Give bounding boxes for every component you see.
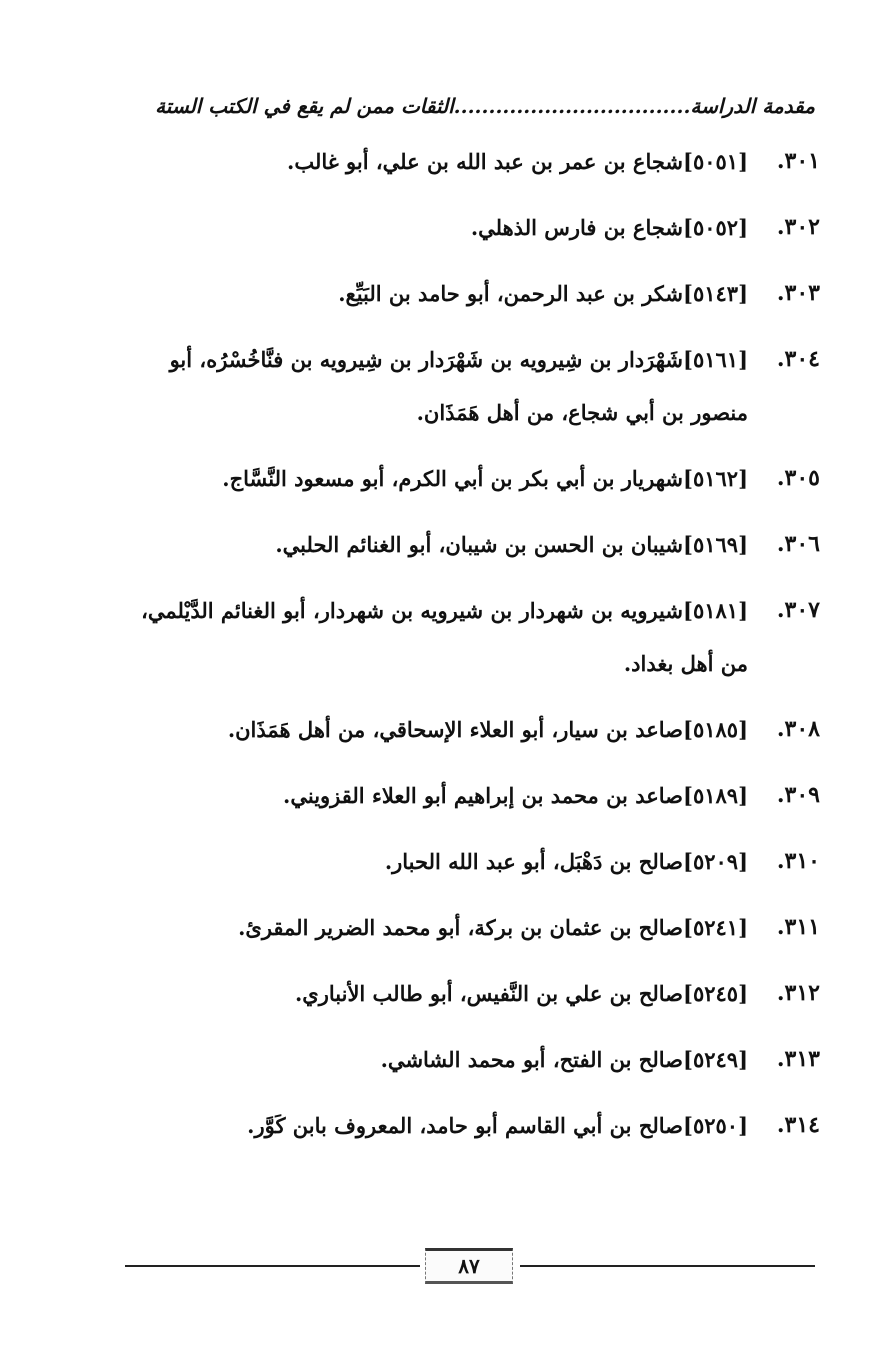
list-item — [130, 842, 820, 888]
page-number-box — [425, 1248, 513, 1284]
list-item — [130, 710, 820, 756]
list-item — [130, 1106, 820, 1152]
list-item — [130, 908, 820, 954]
entry-text: [٥١٤٣]شكر بن عبد الرحمن، أبو حامد بن البَيِّع. — [338, 281, 748, 306]
entry-number: ٣٠٤. — [776, 346, 820, 372]
entry-text: [٥٠٥١]شجاع بن عمر بن عبد الله بن علي، أبو غالب. — [287, 149, 748, 174]
entry-number: ٣٠٨. — [776, 716, 820, 742]
list-item — [130, 274, 820, 320]
header-book-title: الثقات ممن لم يقع في الكتب الستة — [155, 94, 454, 118]
list-item — [130, 340, 820, 439]
list-item — [130, 525, 820, 571]
entry-number: ٣١٢. — [776, 980, 820, 1006]
entry-list — [130, 142, 820, 1172]
list-item — [130, 974, 820, 1020]
list-item — [130, 776, 820, 822]
entry-text: [٥٠٥٢]شجاع بن فارس الذهلي. — [470, 215, 748, 240]
entry-text: [٥١٨٩]صاعد بن محمد بن إبراهيم أبو العلاء القزويني. — [283, 783, 748, 808]
list-item — [130, 208, 820, 254]
entry-number: ٣٠٦. — [776, 531, 820, 557]
entry-number: ٣١١. — [776, 914, 820, 940]
entry-text: [٥١٦٢]شهريار بن أبي بكر بن أبي الكرم، أبو مسعود النَّسَّاج. — [222, 466, 748, 491]
entry-text: [٥١٨٥]صاعد بن سيار، أبو العلاء الإسحاقي، من أهل هَمَذَان. — [227, 717, 748, 742]
header-section-title: مقدمة الدراسة — [690, 94, 815, 118]
running-header — [155, 86, 815, 126]
list-item — [130, 142, 820, 188]
entry-text: [٥٢٤١]صالح بن عثمان بن بركة، أبو محمد الضرير المقرئ. — [238, 915, 748, 940]
page-footer — [125, 1240, 815, 1290]
entry-text: [٥١٦٩]شيبان بن الحسن بن شيبان، أبو الغنائم الحلبي. — [275, 532, 748, 557]
entry-number: ٣٠٣. — [776, 280, 820, 306]
entry-number: ٣٠٩. — [776, 782, 820, 808]
list-item — [130, 459, 820, 505]
entry-number: ٣١٠. — [776, 848, 820, 874]
header-dot-leader: .................................. — [453, 94, 691, 118]
footer-rule-right — [520, 1265, 815, 1267]
footer-rule-left — [125, 1265, 420, 1267]
entry-text: [٥١٨١]شيرويه بن شهردار بن شيرويه بن شهردار، أبو الغنائم الدَّيْلمي، من أهل بغداد. — [141, 598, 748, 676]
entry-number: ٣٠٥. — [776, 465, 820, 491]
entry-text: [٥٢٠٩]صالح بن دَهْبَل، أبو عبد الله الحبار. — [384, 849, 748, 874]
entry-text: [٥٢٥٠]صالح بن أبي القاسم أبو حامد، المعروف بابن كَوَّر. — [247, 1113, 748, 1138]
entry-text: [٥١٦١]شَهْرَدار بن شِيرويه بن شَهْرَدار بن شِيرويه بن فنَّاخُسْرُه، أبو منصور بن أبي شجاع، من أهل هَمَذَان. — [169, 347, 748, 425]
entry-number: ٣٠٢. — [776, 214, 820, 240]
list-item — [130, 591, 820, 690]
entry-number: ٣٠١. — [776, 148, 820, 174]
page-number: ٨٧ — [458, 1254, 480, 1278]
entry-number: ٣١٣. — [776, 1046, 820, 1072]
list-item — [130, 1040, 820, 1086]
entry-text: [٥٢٤٩]صالح بن الفتح، أبو محمد الشاشي. — [380, 1047, 748, 1072]
entry-number: ٣١٤. — [776, 1112, 820, 1138]
entry-text: [٥٢٤٥]صالح بن علي بن النَّفيس، أبو طالب الأنباري. — [294, 981, 748, 1006]
entry-number: ٣٠٧. — [776, 597, 820, 623]
